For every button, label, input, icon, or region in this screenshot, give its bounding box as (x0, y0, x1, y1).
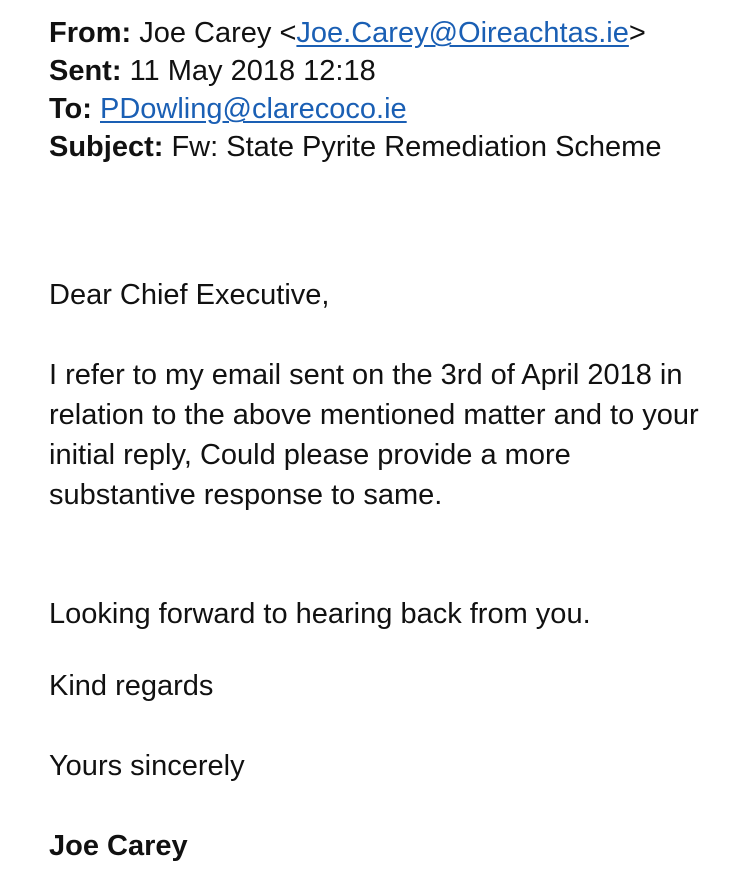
from-name: Joe Carey (139, 17, 272, 49)
from-email-link[interactable]: Joe.Carey@Oireachtas.ie (296, 17, 629, 49)
subject-label: Subject: (49, 131, 164, 163)
sent-label: Sent: (49, 55, 122, 87)
sent-line (49, 52, 739, 90)
to-line (49, 90, 739, 128)
subject-value: Fw: State Pyrite Remediation Scheme (171, 131, 662, 163)
from-line (49, 14, 739, 52)
closing-yours-sincerely: Yours sincerely (49, 750, 245, 782)
from-label: From: (49, 17, 132, 49)
closing-kind-regards: Kind regards (49, 670, 214, 702)
to-label: To: (49, 93, 92, 125)
body-paragraph-1: I refer to my email sent on the 3rd of April 2018 in relation to the above mentioned matter and to your initial reply, Could please provide a more substantive response to same. (49, 359, 699, 511)
sent-value: 11 May 2018 12:18 (129, 55, 376, 87)
email-header (49, 14, 739, 166)
signature-name: Joe Carey (49, 830, 188, 862)
subject-line (49, 128, 739, 166)
from-email-open-bracket: < (279, 17, 297, 49)
to-email-link[interactable]: PDowling@clarecoco.ie (100, 93, 407, 125)
greeting: Dear Chief Executive, (49, 279, 330, 311)
body-paragraph-2: Looking forward to hearing back from you. (49, 598, 591, 630)
from-email-close-bracket: > (628, 17, 646, 49)
